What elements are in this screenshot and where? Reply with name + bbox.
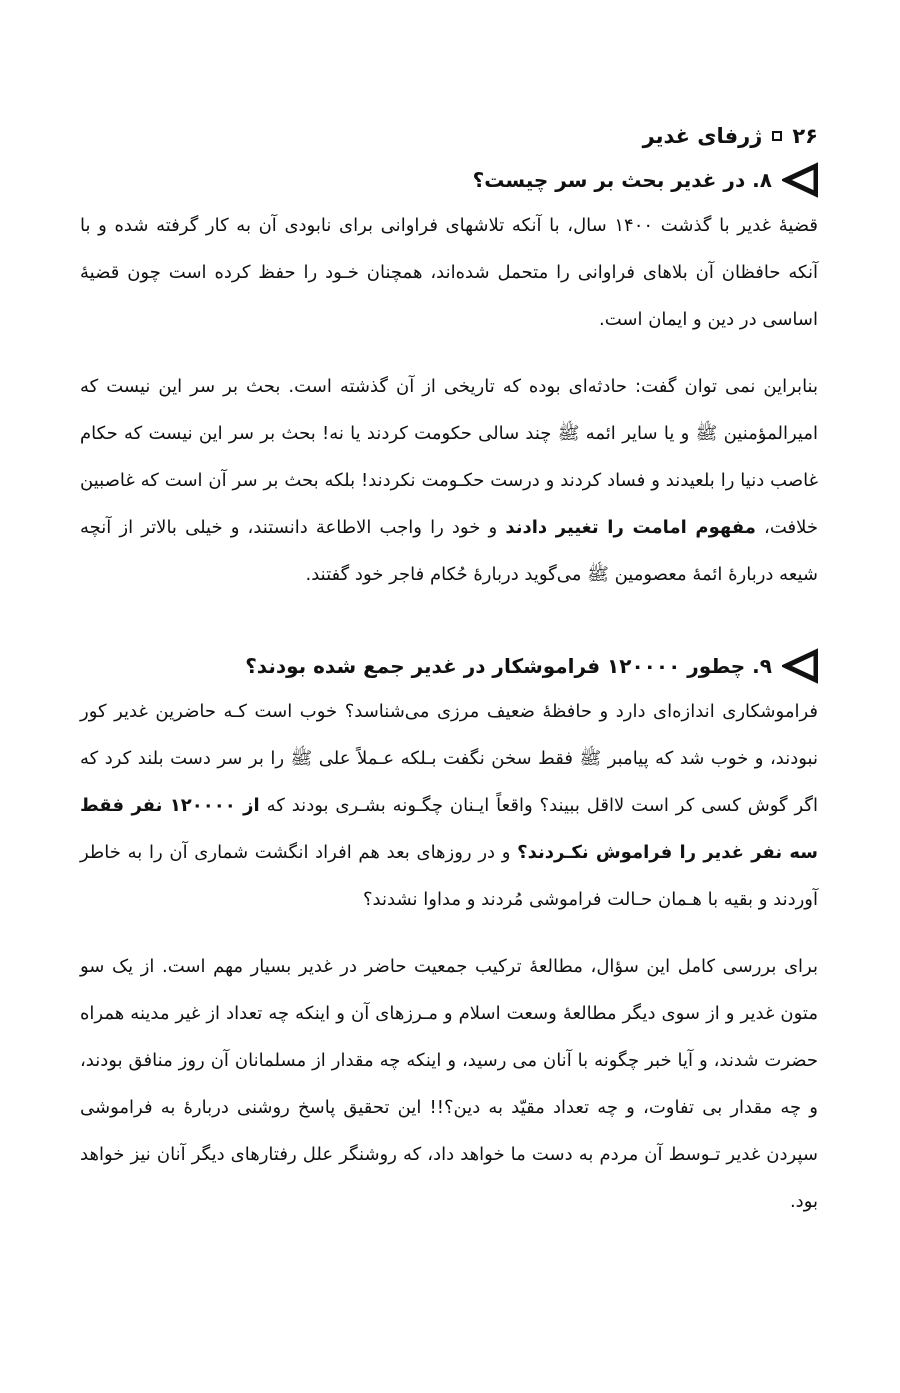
section-8-paragraph-1: قضیهٔ غدیر با گذشت ۱۴۰۰ سال، با آنکه تلاشهای فراوانی برای نابودی آن به کار گرفته شده و با آنکه حافظان آن بلاهای فراوانی را متحمل شده‌اند، همچنان خـود را حفظ کرده است چون قضیهٔ اساسی در دین و ایمان است. [80, 215, 818, 330]
section-9-title: ۹. چطور ۱۲۰۰۰۰ فراموشکار در غدیر جمع شده بودند؟ [245, 654, 772, 678]
book-page [80, 118, 818, 1225]
text-run: و در روزهای بعد هم افراد انگشت شماری آن را به خاطر آوردند و بقیه با هـمان حـالت فراموشی مُردند و مداوا نشدند؟ [80, 842, 818, 910]
bold-emphasis: مفهوم امامت را تغییر دادند [505, 517, 756, 538]
square-separator-icon [772, 131, 782, 141]
book-title: ژرفای غدیر [642, 124, 763, 148]
text-run: فراموشکاری اندازه‌ای دارد و حافظهٔ ضعیف مرزی می‌شناسد؟ خوب است کـه حاضرین غدیر کور نبودند، و خوب شد که پیامبر ﷺ فقط سخن نگفت بـلکه عـملاً علی ﷺ را بر سر دست بلند کرد که اگر گوش کسی کر است لااقل ببیند؟ واقعاً ایـنان چگـونه بشـری بودند که [80, 701, 818, 816]
page-number: ۲۶ [792, 124, 818, 148]
text-run: بنابراین نمی توان گفت: حادثه‌ای بوده که تاریخی از آن گذشته است. بحث بر سر این نیست که امیرالمؤمنین ﷺ و یا سایر ائمه ﷺ چند سالی حکومت کردند یا نه! بحث بر سر این نیست که حکام غاصب دنیا را بلعیدند و فساد کردند و درست حکـومت نکردند! بلکه بحث بر سر آن است که غاصبین خلافت، [80, 376, 818, 538]
running-header [80, 118, 818, 154]
section-8-heading [80, 158, 818, 202]
section-8-title: ۸. در غدیر بحث بر سر چیست؟ [472, 168, 772, 192]
text-run: و خود را واجب الاطاعة دانستند، و خیلی بالاتر از آنچه شیعه دربارهٔ ائمهٔ معصومین ﷺ می‌گوید دربارهٔ حُکام فاجر خود گفتند. [80, 517, 818, 585]
section-9-paragraph-1 [80, 688, 818, 923]
triangle-marker-icon [782, 162, 818, 198]
section-9-paragraph-2: برای بررسی کامل این سؤال، مطالعهٔ ترکیب جمعیت حاضر در غدیر بسیار مهم است. از یک سو متون غدیر و از سوی دیگر مطالعهٔ وسعت اسلام و مـرزهای آن و اینکه چه تعداد از غیر مدینه همراه حضرت شدند، و آیا خبر چگونه با آنان می رسید، و اینکه چه مقدار از مسلمانان آن روز منافق بودند، و چه مقدار بی تفاوت، و چه تعداد مقیّد به دین؟!! این تحقیق پاسخ روشنی دربارهٔ به فراموشی سپردن غدیر تـوسط آن مردم به دست ما خواهد داد، که روشنگر علل رفتارهای دیگر آنان نیز خواهد بود. [80, 956, 818, 1212]
triangle-marker-icon [782, 648, 818, 684]
section-8-paragraph-2 [80, 363, 818, 598]
section-9-heading [80, 644, 818, 688]
bold-emphasis: از ۱۲۰۰۰۰ نفر فقط سه نفر غدیر را فراموش نکـردند؟ [80, 795, 819, 863]
